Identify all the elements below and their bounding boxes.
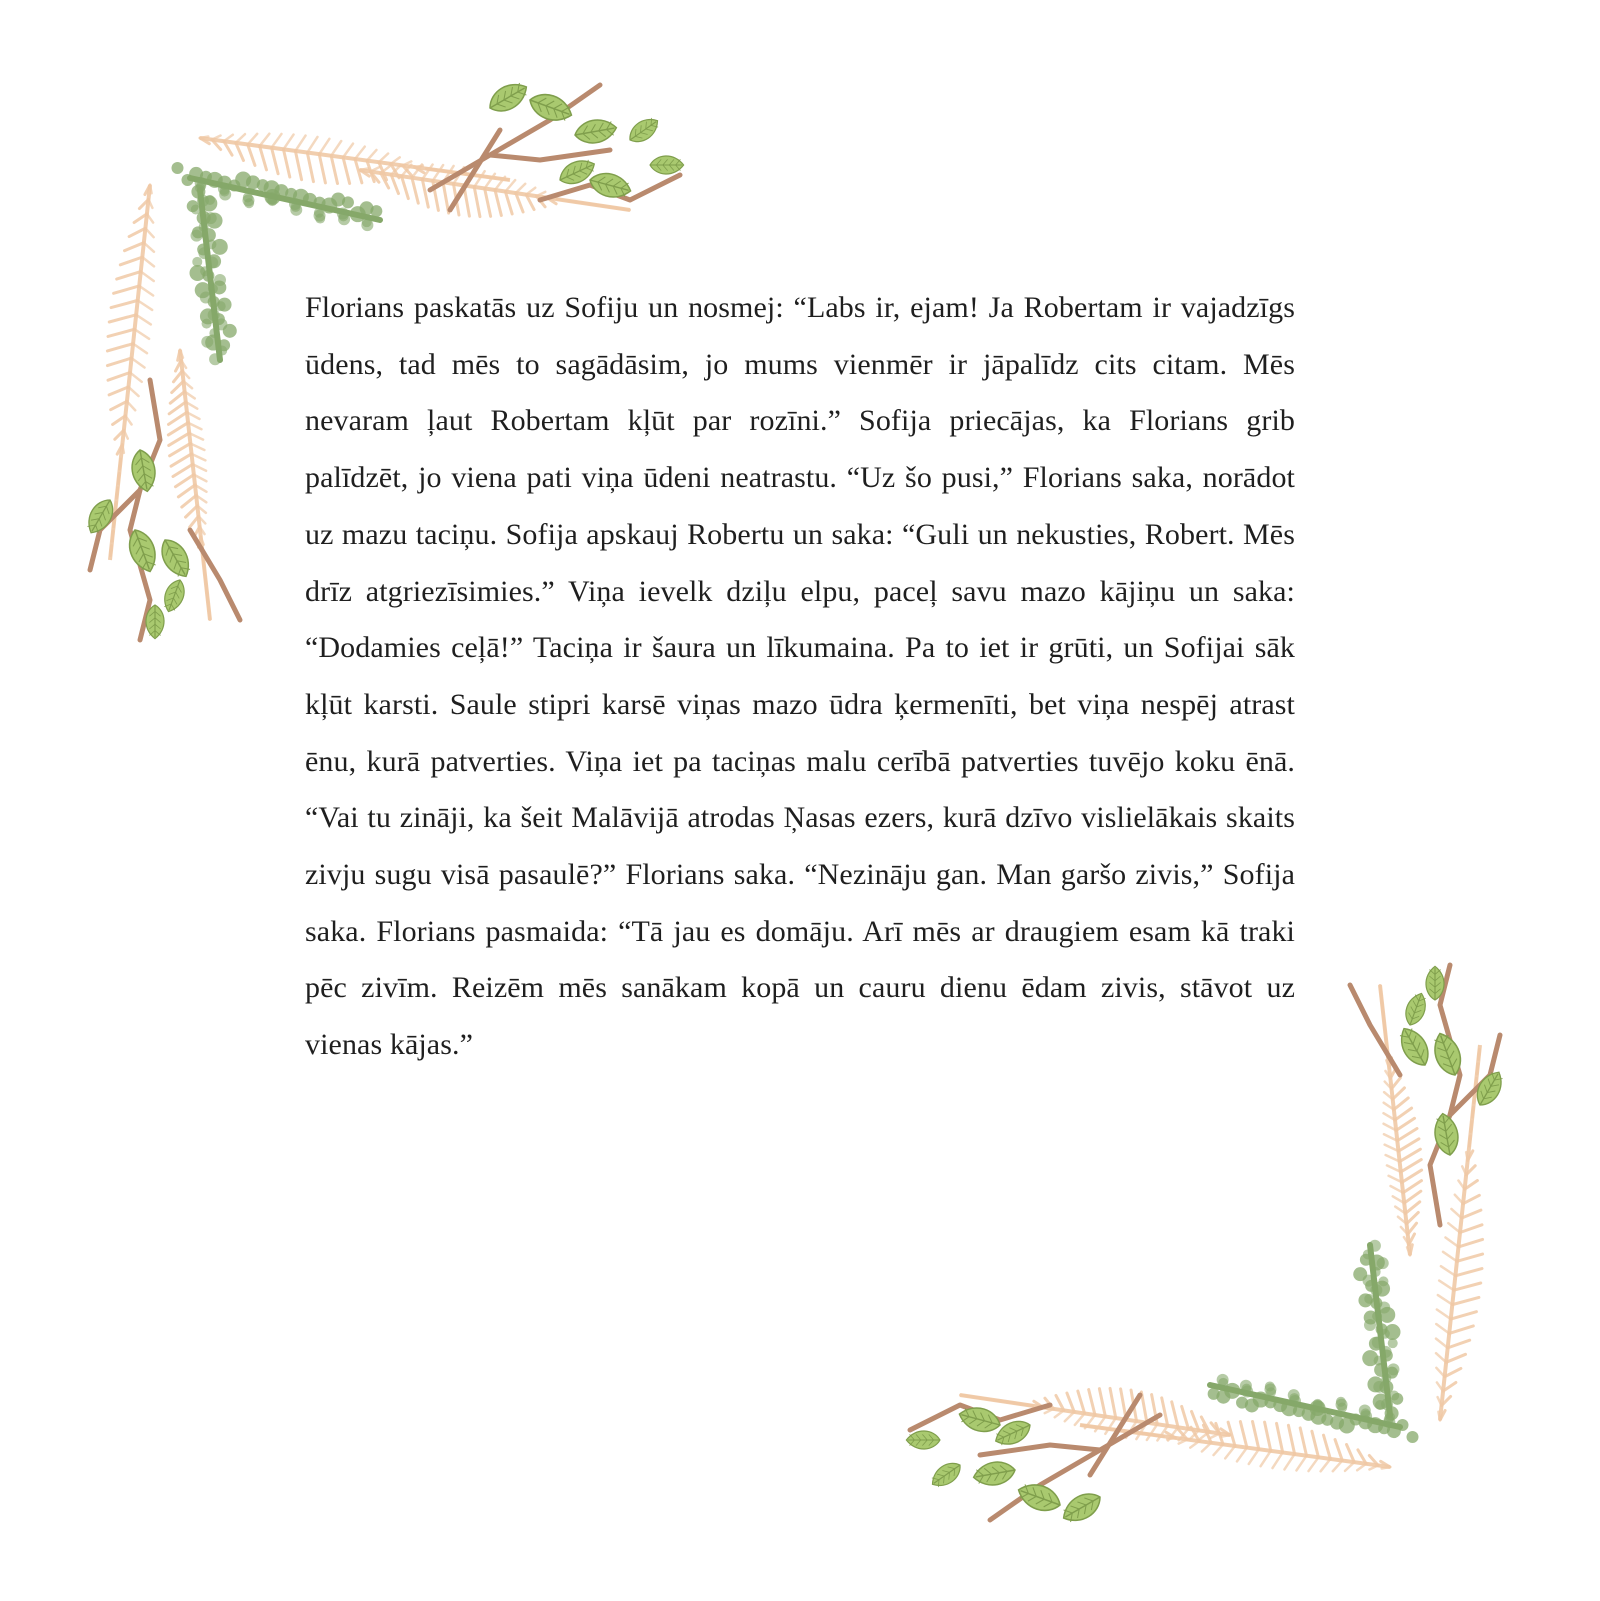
leaf-icon bbox=[625, 113, 663, 147]
leaf-icon bbox=[1058, 1487, 1106, 1528]
leaf-icon bbox=[160, 577, 188, 615]
leaf-icon bbox=[155, 534, 196, 582]
leaf-icon bbox=[906, 1431, 940, 1449]
leaf-icon bbox=[146, 605, 164, 639]
floral-corner-bottom-right bbox=[880, 905, 1520, 1545]
leaf-icon bbox=[927, 1458, 965, 1492]
leaf-icon bbox=[484, 77, 532, 118]
leaf-icon bbox=[1402, 990, 1430, 1028]
leaf-icon bbox=[972, 1459, 1017, 1488]
leaf-icon bbox=[650, 156, 684, 174]
story-paragraph: Florians paskatās uz Sofiju un nosmej: “Labs ir, ejam! Ja Robertam ir vajadzīgs ūdens, tad mēs to sagādāsim, jo mums vienmēr ir jāpalīdz cits citam. Mēs nevaram ļaut Robertam kļūt par rozīni.” Sofija priecājas, ka Florians grib palīdzēt, jo viena pati viņa ūdeni neatrastu. “Uz šo pusi,” Florians saka, norādot uz mazu taciņu. Sofija apskauj Robertu un saka: “Guli un nekusties, Robert. Mēs drīz atgriezīsimies.” Viņa ievelk dziļu elpu, paceļ savu mazo kājiņu un saka: “Dodamies ceļā!” Taciņa ir šaura un līkumaina. Pa to iet ir grūti, un Sofijai sāk kļūt karsti. Saule stipri karsē viņas mazo ūdra ķermenīti, bet viņa nespēj atrast ēnu, kurā patverties. Viņa iet pa taciņas malu cerībā patverties tuvējo koku ēnā. “Vai tu zināji, ka šeit Malāvijā atrodas Ņasas ezers, kurā dzīvo vislielākais skaits zivju sugu visā pasaulē?” Florians saka. “Nezināju gan. Man garšo zivis,” Sofija saka. Florians pasmaida: “Tā jau es domāju. Arī mēs ar draugiem esam kā traki pēc zivīm. Reizēm mēs sanākam kopā un cauru dienu ēdam zivis, stāvot uz vienas kājas.” bbox=[305, 291, 1295, 1062]
leaf-icon bbox=[573, 117, 618, 146]
leaf-icon bbox=[1394, 1023, 1435, 1071]
leaf-icon bbox=[1426, 966, 1444, 1000]
